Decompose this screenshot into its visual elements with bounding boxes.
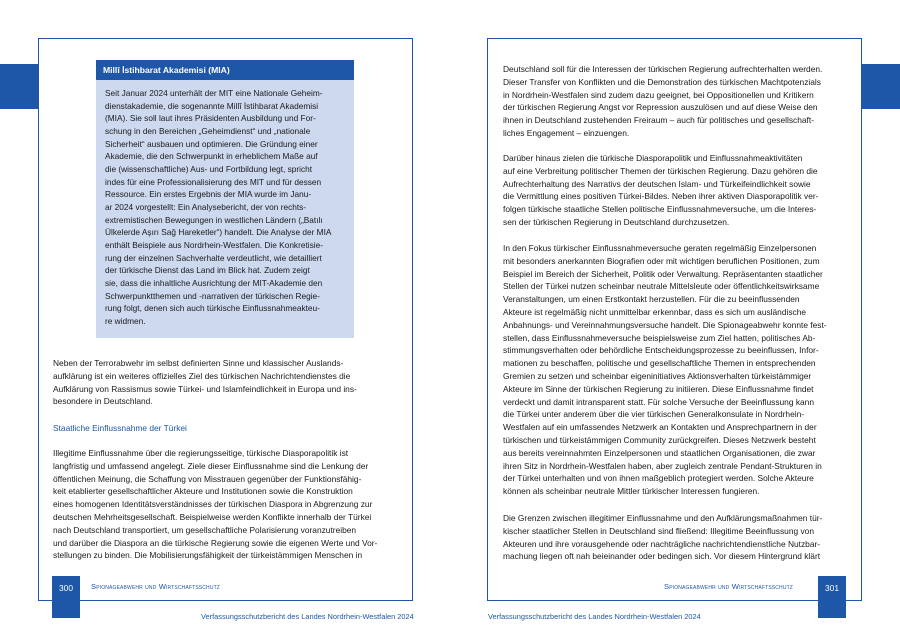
text-line: Akteure ist regelmäßig nicht unmittelbar erkennbar, dass es sich um ausländische <box>503 306 807 317</box>
right-paragraph-1-text <box>503 63 848 140</box>
infobox-text <box>105 87 346 327</box>
right-paragraph-1 <box>503 63 848 140</box>
text-line: Illegitime Einflussnahme über die regierungsseitige, türkische Diasporapolitik ist <box>53 448 349 458</box>
text-line: liches Engagement – einzuengen. <box>503 127 630 138</box>
text-line: Darüber hinaus zielen die türkische Diasporapolitik und Einflussnahmeaktivitäten <box>503 153 803 163</box>
text-line: Akteuren und ihre vorausgehende oder nachträgliche nachrichtendienstliche Nutzbar- <box>503 538 821 549</box>
text-line: folgen türkische staatliche Stellen politische Einflussnahmeversuche, um die Interes- <box>503 204 817 215</box>
text-line: re widmen. <box>105 315 146 326</box>
report-title-left: Verfassungsschutzbericht des Landes Nordrhein-Westfalen 2024 <box>201 612 414 621</box>
text-line: (MIA). Sie soll laut ihres Präsidenten Ausbildung und For- <box>105 113 316 124</box>
infobox-title: Millî İstihbarat Akademisi (MIA) <box>96 60 354 80</box>
text-line: Aufklärung von Rassismus sowie Türkei- und Islamfeindlichkeit in Europa und ins- <box>53 383 357 394</box>
right-paragraph-4-text <box>503 512 848 563</box>
text-line: ar 2024 vorgestellt: Ein Analysebericht, der von rechts- <box>105 201 307 212</box>
text-line: Dieser Transfer von Konflikten und die Demonstration des türkischen Machtpotenzials <box>503 76 821 87</box>
text-line: der Türkei unterhalten und von ihnen maßgeblich protegiert werden. Solche Akteure <box>503 473 814 484</box>
text-line: mit besonders anerkannten Biografien oder mit wichtigen beruflichen Positionen, zum <box>503 255 820 266</box>
text-line: Akteure im Sinne der türkischen Regierung zu initiieren. Diese Einflussnahme findet <box>503 383 814 394</box>
text-line: aus bereits vereinnahmten Einzelpersonen und staatlichen Organisationen, die zwar <box>503 447 816 458</box>
text-line: Beispiel im Bereich der Sicherheit, Politik oder Verwaltung. Repräsentanten staatlicher <box>503 268 823 279</box>
text-line: können als scheinbar neutrale Mittler türkischer Interessen fungieren. <box>503 486 760 497</box>
text-line: keit etablierter gesellschaftlicher Akteure und Institutionen sowie die Konstruktion <box>53 486 353 497</box>
text-line: dienstakademie, die sogenannte Millî İstihbarat Akademisi <box>105 100 319 111</box>
text-line: stellungen zu binden. Die Mobilisierungsfähigkeit der türkeistämmigen Menschen in <box>53 550 363 561</box>
text-line: aufklärung ist ein weiteres offizielles Ziel des türkischen Nachrichtendienstes die <box>53 370 351 381</box>
text-line: Sicherheit“ ausbauen und optimieren. Die Gründung einer <box>105 138 318 149</box>
text-line: ihren Sitz in Nordrhein-Westfalen haben, aber zugleich zentrale Pendant-Strukturen in <box>503 460 822 471</box>
text-line: kischer staatlicher Stellen in Deutschland sind fließend: Illegitime Beeinflussung von <box>503 525 814 536</box>
text-line: Veranstaltungen, um einen Erstkontakt herzustellen. Für die zu beeinflussenden <box>503 294 800 305</box>
text-line: besondere in Deutschland. <box>53 396 153 407</box>
text-line: verdeckt und damit intransparent statt. Für solche Versuche der Beeinflussung kann <box>503 396 814 407</box>
text-line: rung der einzelnen Sachverhalte verdeutlicht, wie detailliert <box>105 252 322 263</box>
text-line: In den Fokus türkischer Einflussnahmeversuche geraten regelmäßig Einzelpersonen <box>503 243 817 253</box>
right-paragraph-3 <box>503 242 848 498</box>
text-line: in Nordrhein-Westfalen sind zudem dazu geeignet, bei Oppositionellen und Kritikern <box>503 89 814 100</box>
running-title-left: Spionageabwehr und Wirtschaftsschutz <box>91 582 220 591</box>
text-line: eines homogenen Identitätsverständnisses der türkischen Diaspora in Abgrenzung zur <box>53 499 373 510</box>
text-line: machung liegen oft nah beieinander oder bedingen sich. Vor diesem Hintergrund klärt <box>503 551 821 562</box>
text-line: die Vermittlung eines positiven Türkei-Bildes. Neben ihrer aktiven Diasporapolitik ver- <box>503 191 819 202</box>
text-line: Schwerpunktthemen und -narrativen der türkischen Regie- <box>105 290 320 301</box>
text-line: enthält Beispiele aus Nordrhein-Westfalen. Die Konkretisie- <box>105 239 323 250</box>
infobox-body <box>96 80 354 338</box>
text-line: Westfalen auf ein umfassendes Netzwerk an Kontakten und Ansprechpartnern in der <box>503 422 817 433</box>
right-paragraph-4 <box>503 512 848 563</box>
text-line: stellen, dass Einflussnahmeversuche beispielsweise zum Ziel hatten, politisches Ab- <box>503 332 816 343</box>
text-line: Neben der Terrorabwehr im selbst definierten Sinne und klassischer Auslands- <box>53 358 344 368</box>
text-line: ihnen in Deutschland zustehenden Freiraum – auch für politisches und gesellschaft- <box>503 115 814 126</box>
text-line: Deutschland soll für die Interessen der türkischen Regierung aufrechterhalten werden. <box>503 64 823 74</box>
text-line: der türkischen Regierung Angst vor Repression auszulösen und auf diese Weise den <box>503 102 818 113</box>
text-line: türkischen und türkeistämmigen Community zurückgreifen. Dieses Netzwerk besteht <box>503 434 816 445</box>
page-number-left: 300 <box>52 576 80 618</box>
text-line: auf eine Verbreitung politischer Themen der türkischen Regierung. Dazu gehören die <box>503 165 818 176</box>
report-title-right: Verfassungsschutzbericht des Landes Nordrhein-Westfalen 2024 <box>488 612 701 621</box>
left-paragraph-body <box>53 447 378 562</box>
text-line: mationen zu beschaffen, politische und gesellschaftliche Themen in entsprechenden <box>503 358 816 369</box>
page-number-right: 301 <box>818 576 846 618</box>
text-line: indes für eine Professionalisierung des MIT und für dessen <box>105 176 322 187</box>
text-line: langfristig und umfassend angelegt. Ziele dieser Einflussnahme sind die Lenkung der <box>53 460 369 471</box>
left-paragraph-intro <box>53 357 373 408</box>
text-line: Anbahnungs- und Vereinnahmungsversuche handelt. Die Spionageabwehr konnte fest- <box>503 319 827 330</box>
text-line: die Türkei unter anderem über die vier türkischen Generalkonsulate in Nordrhein- <box>503 409 805 420</box>
text-line: sie, dass die inhaltliche Ausrichtung der MIT-Akademie den <box>105 277 323 288</box>
section-heading: Staatliche Einflussnahme der Türkei <box>53 423 187 433</box>
left-paragraph-intro-text <box>53 357 373 408</box>
text-line: Seit Januar 2024 unterhält der MIT eine Nationale Geheim- <box>105 88 323 98</box>
text-line: sen der türkischen Regierung in Deutschland durchzusetzen. <box>503 216 730 227</box>
text-line: Aufrechterhaltung des Narrativs der deutschen Islam- und Türkeifeindlichkeit sowie <box>503 178 811 189</box>
text-line: die (wissenschaftliche) Aus- und Fortbildung legt, spricht <box>105 163 313 174</box>
text-line: deutschen Mehrheitsgesellschaft. Beispielweise werden Konflikte innerhalb der Türkei <box>53 511 372 522</box>
text-line: und darüber die Diaspora an die türkische Regierung sowie die eigenen Werte und Vor- <box>53 537 378 548</box>
text-line: öffentlichen Meinung, die Schaffung von Misstrauen gegenüber der Funktionsfähig- <box>53 473 362 484</box>
right-paragraph-2-text <box>503 152 848 229</box>
text-line: Stellen der Türkei nutzen scheinbar neutrale Mittelsleute oder öffentlichkeitswirksame <box>503 281 820 292</box>
text-line: der türkische Dienst das Land im Blick hat. Zudem zeigt <box>105 265 310 276</box>
text-line: Akademie, die den Schwerpunkt in erheblichem Maße auf <box>105 151 318 162</box>
right-paragraph-3-text <box>503 242 848 498</box>
left-edge-tab <box>0 64 38 109</box>
text-line: Ülkelerde Aşırı Sağ Hareketler“) handelt. Die Analyse der MIA <box>105 227 332 238</box>
text-line: extremistischen Bewegungen in westlichen Ländern („Batılı <box>105 214 323 225</box>
text-line: nach Deutschland transportiert, um gesellschaftliche Polarisierung voranzutreiben <box>53 524 357 535</box>
right-edge-tab <box>862 64 900 109</box>
text-line: Gremien zu setzen und scheinbar eigeninitiatives Aktionsverhalten türkeistämmiger <box>503 370 812 381</box>
text-line: Ressource. Ein erstes Ergebnis der MIA wurde im Janu- <box>105 189 312 200</box>
right-paragraph-2 <box>503 152 848 229</box>
left-paragraph-body-text <box>53 447 378 562</box>
text-line: Die Grenzen zwischen illegitimer Einflussnahme und den Aufklärungsmaßnahmen tür- <box>503 513 823 523</box>
text-line: stimmungsverhalten oder behördliche Entscheidungsprozesse zu beeinflussen, Infor- <box>503 345 819 356</box>
text-line: rung folgt, denen sich auch türkische Einflussnahmeakteu- <box>105 303 320 314</box>
running-title-right: Spionageabwehr und Wirtschaftsschutz <box>664 582 793 591</box>
text-line: schung in den Bereichen „Geheimdienst“ und „nationale <box>105 125 311 136</box>
